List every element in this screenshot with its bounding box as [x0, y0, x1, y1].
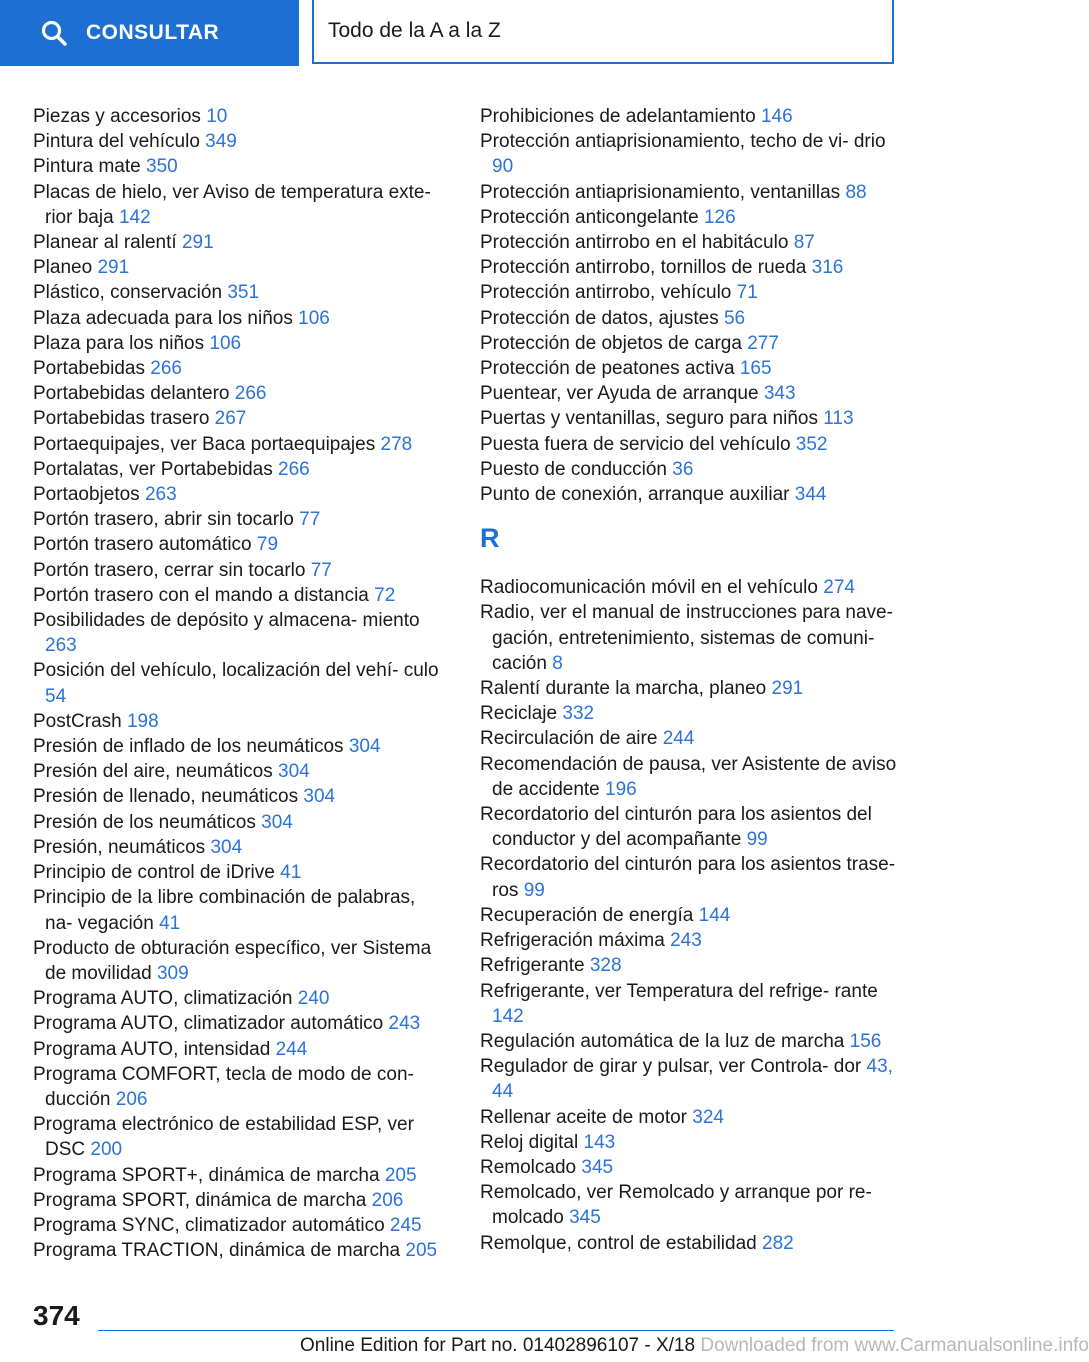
index-entry: [480, 979, 905, 1029]
entry-text: Protección de peatones activa: [480, 358, 735, 380]
entry-text: Programa AUTO, climatizador automático: [33, 1013, 384, 1035]
page-link[interactable]: 41: [159, 912, 181, 934]
page-link[interactable]: 200: [90, 1139, 123, 1161]
index-entry: [33, 180, 448, 230]
entry-text: Remolcado, ver Remolcado y arranque por re- molcado: [480, 1182, 872, 1229]
consult-label: CONSULTAR: [86, 21, 220, 44]
index-entry: [33, 810, 448, 835]
entry-text: Ralentí durante la marcha, planeo: [480, 678, 767, 700]
section-letter: R: [480, 523, 500, 554]
index-group-p: [480, 104, 905, 507]
index-entry: [33, 1188, 448, 1213]
entry-text: Programa SPORT, dinámica de marcha: [33, 1189, 367, 1211]
entry-text: Principio de control de iDrive: [33, 862, 275, 884]
entry-text: Protección de datos, ajustes: [480, 307, 719, 329]
entry-text: Protección antirrobo, tornillos de rueda: [480, 257, 807, 279]
page-link[interactable]: 266: [234, 383, 267, 405]
entry-text: Plaza adecuada para los niños: [33, 307, 293, 329]
index-entry: [33, 1213, 448, 1238]
index-entry: [33, 1062, 448, 1112]
page-link[interactable]: 352: [795, 433, 828, 455]
page-link[interactable]: 278: [380, 433, 413, 455]
entry-text: Portabebidas delantero: [33, 383, 230, 405]
index-entry: [480, 1130, 905, 1155]
page-link[interactable]: 206: [115, 1088, 148, 1110]
page-link[interactable]: 77: [299, 509, 321, 531]
index-entry: [480, 752, 905, 802]
index-entry: [33, 885, 448, 935]
page-link[interactable]: 144: [698, 904, 731, 926]
page-link[interactable]: 345: [581, 1156, 614, 1178]
entry-text: Portabebidas: [33, 358, 145, 380]
search-icon: [40, 19, 68, 47]
index-entry: [480, 280, 905, 305]
entry-text: Recomendación de pausa, ver Asistente de aviso de accidente: [480, 753, 897, 800]
entry-text: Protección anticongelante: [480, 206, 699, 228]
page-link[interactable]: 291: [771, 678, 804, 700]
index-entry: [480, 1029, 905, 1054]
index-entry: [33, 1163, 448, 1188]
page-link[interactable]: 274: [823, 577, 855, 599]
entry-text: Recuperación de energía: [480, 904, 694, 926]
entry-text: Remolcado: [480, 1156, 577, 1178]
entry-text: Portaobjetos: [33, 484, 140, 506]
page-link[interactable]: 351: [227, 282, 260, 304]
page-link[interactable]: 156: [849, 1030, 882, 1052]
page-link[interactable]: 267: [214, 408, 247, 430]
index-entry: [480, 1155, 905, 1180]
footer: [300, 1335, 1089, 1357]
index-entry: [480, 331, 905, 356]
index-entry: [33, 356, 448, 381]
index-entry: [33, 784, 448, 809]
index-entry: [33, 255, 448, 280]
entry-text: Refrigeración máxima: [480, 930, 665, 952]
page-link[interactable]: 266: [278, 458, 310, 480]
index-entry: [33, 608, 448, 658]
page-link[interactable]: 349: [205, 131, 237, 153]
entry-text: Puesta fuera de servicio del vehículo: [480, 433, 791, 455]
page-link[interactable]: 328: [589, 955, 622, 977]
page-link[interactable]: 198: [126, 710, 159, 732]
page-link[interactable]: 244: [275, 1038, 308, 1060]
entry-text: Presión del aire, neumáticos: [33, 761, 273, 783]
entry-text: Radiocomunicación móvil en el vehículo: [480, 577, 818, 599]
entry-text: Portón trasero, cerrar sin tocarlo: [33, 559, 306, 581]
page-link[interactable]: 56: [723, 307, 746, 329]
page-link[interactable]: 240: [297, 988, 330, 1010]
page-link[interactable]: 245: [389, 1214, 422, 1236]
index-entry: [33, 532, 448, 557]
entry-text: Piezas y accesorios: [33, 106, 201, 127]
entry-text: Puesto de conducción: [480, 458, 667, 480]
page-link[interactable]: 90: [492, 156, 514, 178]
page-link[interactable]: 304: [210, 836, 243, 858]
entry-text: Puentear, ver Ayuda de arranque: [480, 383, 759, 405]
page-link[interactable]: 36: [672, 458, 694, 480]
page-link[interactable]: 291: [181, 232, 214, 254]
index-entry: [33, 331, 448, 356]
index-entry: [33, 432, 448, 457]
index-entry: [33, 129, 448, 154]
index-entry: [33, 709, 448, 734]
page-link[interactable]: 266: [150, 358, 182, 380]
page-link[interactable]: 126: [703, 206, 736, 228]
entry-text: Refrigerante: [480, 955, 585, 977]
page-link[interactable]: 282: [762, 1232, 794, 1254]
index-entry: [480, 1054, 905, 1104]
entry-text: Recordatorio del cinturón para los asientos del conductor y del acompañante: [480, 804, 872, 851]
index-column-left: [33, 104, 448, 1263]
page-link[interactable]: 10: [206, 106, 228, 127]
entry-text: Protección de objetos de carga: [480, 332, 742, 354]
entry-text: Protección antiaprisionamiento, ventanillas: [480, 181, 841, 203]
index-entry: [480, 852, 905, 902]
index-entry: [480, 129, 905, 179]
index-entry: [480, 104, 905, 129]
index-entry: [480, 802, 905, 852]
page-link[interactable]: 99: [523, 879, 545, 901]
entry-text: Programa AUTO, intensidad: [33, 1038, 271, 1060]
entry-text: Protección antirrobo en el habitáculo: [480, 232, 789, 254]
page-link[interactable]: 143: [583, 1131, 616, 1153]
entry-text: Prohibiciones de adelantamiento: [480, 106, 756, 127]
index-entry: [480, 356, 905, 381]
entry-text: Presión, neumáticos: [33, 836, 206, 858]
index-entry: [480, 928, 905, 953]
index-entry: [480, 1180, 905, 1230]
page-link[interactable]: 316: [811, 257, 844, 279]
page-link[interactable]: 324: [692, 1106, 724, 1128]
entry-text: Reloj digital: [480, 1131, 579, 1153]
entry-text: Portón trasero con el mando a distancia: [33, 584, 369, 606]
entry-text: PostCrash: [33, 710, 122, 732]
page-link[interactable]: 99: [746, 829, 768, 851]
page-link[interactable]: 113: [823, 408, 854, 430]
entry-text: Puertas y ventanillas, seguro para niños: [480, 408, 818, 430]
index-group-r: [480, 575, 905, 1255]
footer-divider: [98, 1330, 894, 1331]
page-link[interactable]: 79: [256, 534, 279, 556]
entry-text: Portabebidas trasero: [33, 408, 210, 430]
index-entry: [33, 104, 448, 129]
entry-text: Regulador de girar y pulsar, ver Controla- dor: [480, 1056, 862, 1078]
index-entry: [33, 759, 448, 784]
entry-text: Presión de inflado de los neumáticos: [33, 736, 344, 758]
entry-text: Plástico, conservación: [33, 282, 223, 304]
footer-watermark: Downloaded from www.Carmanualsonline.info: [700, 1335, 1089, 1356]
page-number: 374: [33, 1300, 80, 1331]
index-entry: [480, 575, 905, 600]
index-entry: [480, 903, 905, 928]
index-entry: [33, 583, 448, 608]
page-link[interactable]: 344: [794, 484, 827, 506]
page-link[interactable]: 196: [605, 778, 637, 800]
page-link[interactable]: 205: [405, 1240, 438, 1262]
entry-text: Programa electrónico de estabilidad ESP, ver DSC: [33, 1114, 414, 1161]
entry-text: Posibilidades de depósito y almacena- miento: [33, 610, 420, 632]
entry-text: Producto de obturación específico, ver Sistema de movilidad: [33, 937, 432, 984]
page-link[interactable]: 263: [144, 484, 177, 506]
index-entry: [33, 986, 448, 1011]
page-link[interactable]: 291: [97, 257, 130, 279]
entry-text: Principio de la libre combinación de palabras, na- vegación: [33, 887, 416, 934]
entry-text: Portaequipajes, ver Baca portaequipajes: [33, 433, 376, 455]
index-entry: [480, 676, 905, 701]
footer-edition: Online Edition for Part no. 01402896107 - X/18: [300, 1335, 696, 1356]
entry-text: Recirculación de aire: [480, 728, 658, 750]
page-link[interactable]: 205: [384, 1164, 417, 1186]
index-entry: [33, 860, 448, 885]
page-link[interactable]: 165: [739, 358, 772, 380]
index-entry: [33, 230, 448, 255]
index-entry: [33, 1011, 448, 1036]
entry-text: Programa AUTO, climatización: [33, 988, 293, 1010]
entry-text: Protección antirrobo, vehículo: [480, 282, 732, 304]
section-title-tab[interactable]: [312, 0, 894, 64]
index-entry: [480, 381, 905, 406]
header: [0, 0, 960, 66]
section-title: Todo de la A a la Z: [328, 19, 501, 42]
index-entry: [480, 406, 905, 431]
entry-text: Radio, ver el manual de instrucciones para nave- gación, entretenimiento, sistemas de comuni- cación: [480, 602, 893, 674]
index-column-right: [480, 104, 905, 1256]
index-entry: [33, 306, 448, 331]
page-link[interactable]: 350: [146, 156, 178, 178]
entry-text: Placas de hielo, ver Aviso de temperatura exte- rior baja: [33, 181, 431, 228]
entry-text: Rellenar aceite de motor: [480, 1106, 687, 1128]
page-link[interactable]: 106: [298, 307, 330, 329]
index-entry: [480, 180, 905, 205]
entry-text: Regulación automática de la luz de marcha: [480, 1030, 845, 1052]
index-entry: [480, 953, 905, 978]
page-link[interactable]: 277: [747, 332, 779, 354]
entry-text: Pintura del vehículo: [33, 131, 200, 153]
page-link[interactable]: 41: [280, 862, 302, 884]
page-link[interactable]: 77: [310, 559, 332, 581]
entry-text: Pintura mate: [33, 156, 141, 178]
page-link[interactable]: 106: [209, 332, 242, 354]
index-entry: [33, 482, 448, 507]
entry-text: Programa SYNC, climatizador automático: [33, 1214, 385, 1236]
page-link[interactable]: 8: [552, 652, 563, 674]
index-entry: [33, 381, 448, 406]
index-entry: [480, 457, 905, 482]
index-entry: [33, 558, 448, 583]
page-link[interactable]: 243: [670, 930, 702, 952]
entry-text: Portalatas, ver Portabebidas: [33, 458, 273, 480]
page-link[interactable]: 332: [562, 703, 595, 725]
index-entry: [33, 507, 448, 532]
page-link[interactable]: 87: [793, 232, 815, 254]
entry-text: Remolque, control de estabilidad: [480, 1232, 757, 1254]
page-link[interactable]: 146: [760, 106, 793, 127]
index-entry: [480, 1231, 905, 1256]
index-entry: [33, 1112, 448, 1162]
index-entry: [480, 1105, 905, 1130]
page-link[interactable]: 142: [118, 206, 151, 228]
index-entry: [480, 306, 905, 331]
page-link[interactable]: 71: [736, 282, 758, 304]
index-entry: [33, 835, 448, 860]
entry-text: Punto de conexión, arranque auxiliar: [480, 484, 790, 506]
page-link[interactable]: 304: [261, 811, 293, 833]
entry-text: Refrigerante, ver Temperatura del refrige- rante: [480, 980, 878, 1002]
index-entry: [33, 1238, 448, 1263]
index-entry: [480, 600, 905, 676]
index-entry: [480, 726, 905, 751]
entry-text: Programa COMFORT, tecla de modo de con- ducción: [33, 1063, 414, 1110]
entry-text: Portón trasero, abrir sin tocarlo: [33, 509, 294, 531]
index-entry: [480, 701, 905, 726]
index-entry: [480, 205, 905, 230]
index-entry: [33, 734, 448, 759]
entry-text: Planeo: [33, 257, 93, 279]
page-link[interactable]: 243: [388, 1013, 421, 1035]
page-link[interactable]: 72: [374, 584, 396, 606]
page-link[interactable]: 345: [569, 1207, 601, 1229]
page-link[interactable]: 263: [45, 635, 77, 657]
entry-text: Planear al ralentí: [33, 232, 177, 254]
page-link[interactable]: 43, 44: [492, 1056, 893, 1103]
index-entry: [33, 280, 448, 305]
entry-text: Programa TRACTION, dinámica de marcha: [33, 1240, 401, 1262]
entry-text: Reciclaje: [480, 703, 558, 725]
page-link[interactable]: 54: [45, 685, 67, 707]
entry-text: Presión de llenado, neumáticos: [33, 786, 299, 808]
entry-text: Recordatorio del cinturón para los asientos trase- ros: [480, 854, 896, 901]
entry-text: Posición del vehículo, localización del vehí- culo: [33, 660, 439, 682]
consult-button[interactable]: [0, 0, 299, 66]
index-entry: [480, 255, 905, 280]
entry-text: Plaza para los niños: [33, 332, 205, 354]
page-link[interactable]: 304: [278, 761, 310, 783]
index-entry: [33, 154, 448, 179]
page-link[interactable]: 88: [845, 181, 867, 203]
index-entry: [33, 936, 448, 986]
index-entry: [480, 482, 905, 507]
page-link[interactable]: 206: [371, 1189, 404, 1211]
entry-text: Portón trasero automático: [33, 534, 252, 556]
page-link[interactable]: 244: [662, 728, 695, 750]
page-link[interactable]: 343: [763, 383, 796, 405]
entry-text: Protección antiaprisionamiento, techo de vi- drio: [480, 131, 886, 153]
page-link[interactable]: 309: [156, 962, 189, 984]
page-link[interactable]: 304: [348, 736, 381, 758]
index-entry: [33, 457, 448, 482]
index-entry: [33, 658, 448, 708]
index-entry: [33, 406, 448, 431]
page-link[interactable]: 304: [303, 786, 336, 808]
index-entry: [480, 432, 905, 457]
index-entry: [33, 1037, 448, 1062]
entry-text: Presión de los neumáticos: [33, 811, 256, 833]
entry-text: Programa SPORT+, dinámica de marcha: [33, 1164, 380, 1186]
index-entry: [480, 230, 905, 255]
page-link[interactable]: 142: [492, 1005, 524, 1027]
